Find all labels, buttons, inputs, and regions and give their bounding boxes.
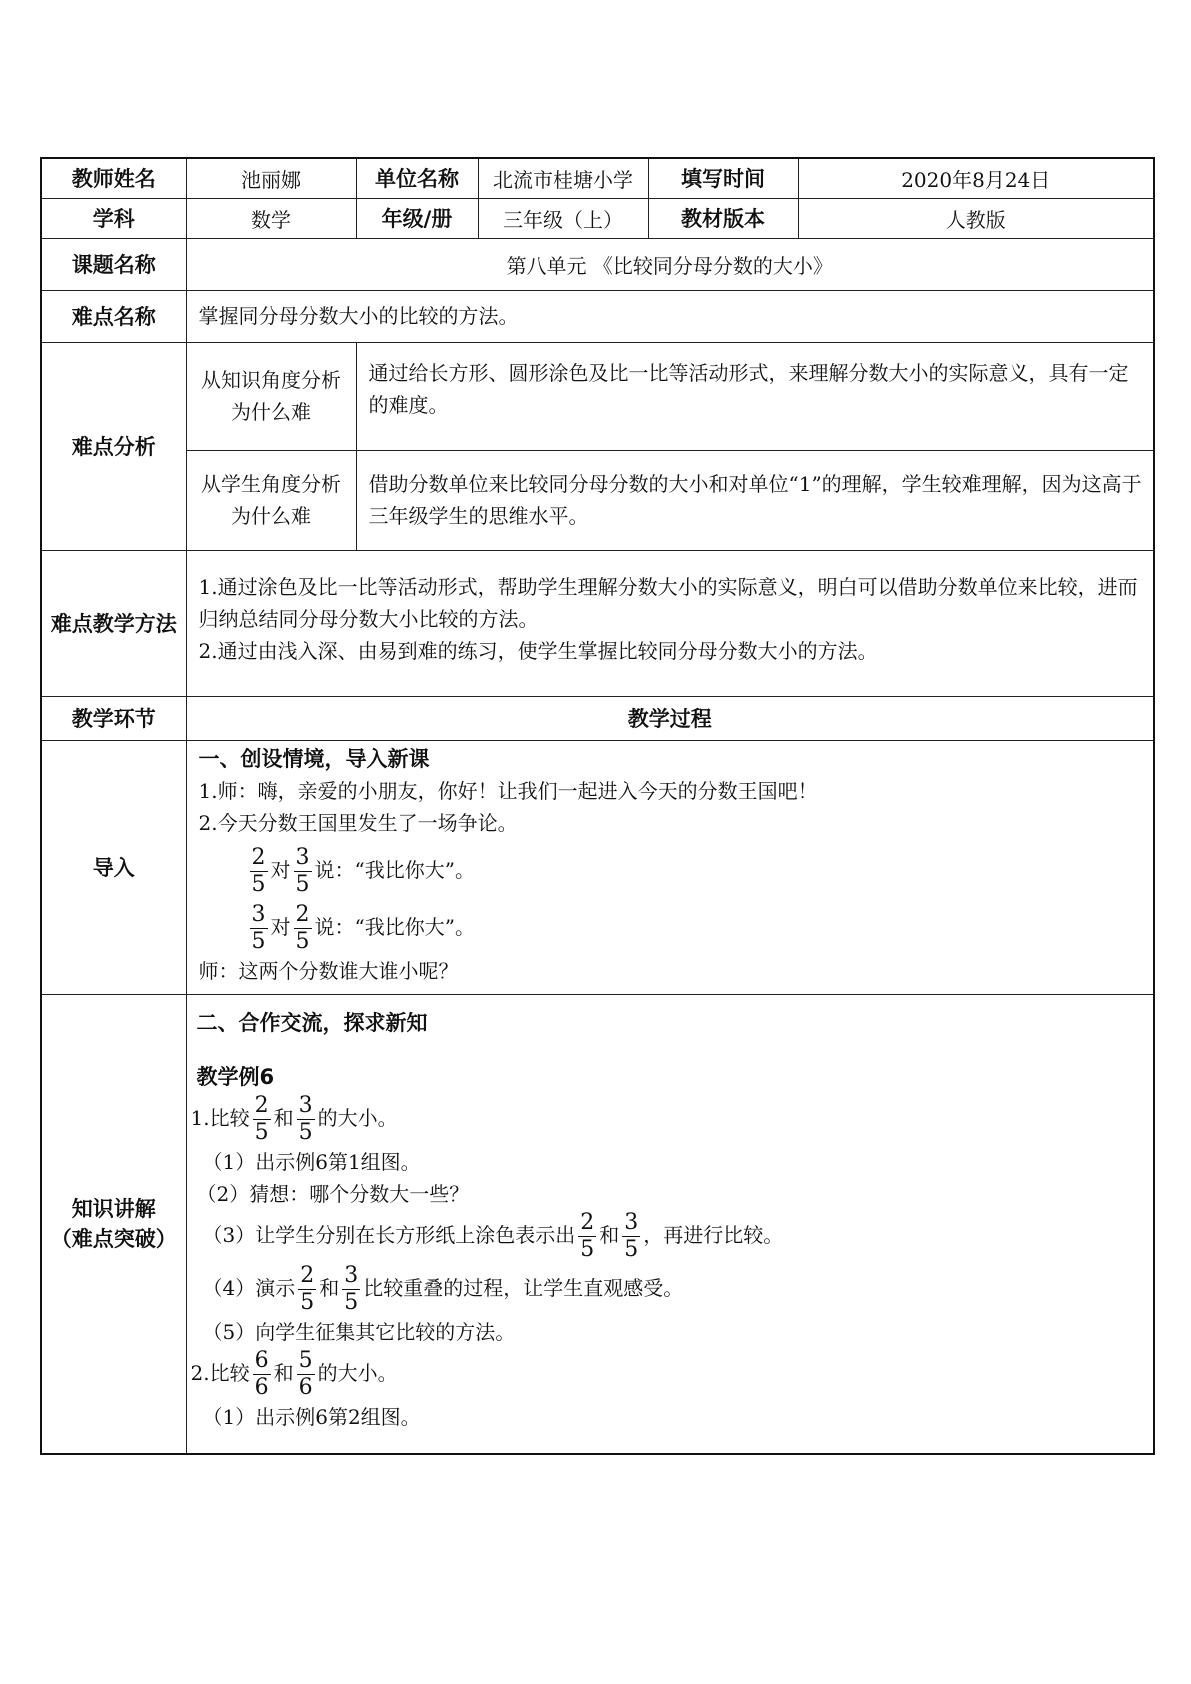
subject-value: 数学 (186, 198, 356, 238)
difficulty-label: 难点名称 (41, 290, 186, 342)
analysis-row-knowledge (41, 342, 1154, 450)
student-angle-label (186, 450, 356, 550)
knowledge-label (41, 994, 186, 1454)
method-line-2: 2.通过由浅入深、由易到难的练习，使学生掌握比较同分母分数大小的方法。 (198, 638, 878, 663)
fraction-2-5 (578, 1210, 596, 1263)
intro-dialog-2 (199, 902, 1144, 955)
teacher-value: 池丽娜 (186, 158, 356, 198)
he-text: 和 (273, 1360, 294, 1385)
dui-text: 对 (270, 914, 291, 939)
fraction-2-5 (298, 1263, 316, 1316)
knowledge-angle-text: 通过给长方形、圆形涂色及比一比等活动形式，来理解分数大小的实际意义，具有一定的难度。 (356, 342, 1154, 450)
fraction-numerator: 3 (298, 1092, 313, 1118)
fraction-numerator: 2 (254, 1092, 269, 1118)
knowledge-angle-label (186, 342, 356, 450)
lesson-plan-table (40, 157, 1155, 1455)
lesson-plan-sheet (40, 157, 1153, 1455)
difficulty-row (41, 290, 1154, 342)
difficulty-value: 掌握同分母分数大小的比较的方法。 (186, 290, 1154, 342)
header-row-1 (41, 158, 1154, 198)
intro-label: 导入 (41, 740, 186, 994)
fraction-6-6 (253, 1348, 271, 1401)
edition-value: 人教版 (798, 198, 1154, 238)
knowledge-heading: 二、合作交流，探求新知 (196, 1010, 428, 1035)
grade-value: 三年级（上） (478, 198, 648, 238)
fraction-denominator: 5 (300, 1289, 315, 1315)
compare-suffix: 的大小。 (317, 1360, 398, 1385)
fraction-2-5 (250, 845, 268, 898)
fraction-2-5 (294, 902, 312, 955)
step-1: （1）出示例6第1组图。 (202, 1149, 421, 1174)
knowledge-angle-label-1: 从知识角度分析 (201, 368, 341, 392)
step-4 (197, 1263, 1144, 1316)
knowledge-angle-label-2: 为什么难 (231, 400, 311, 424)
he-text: 和 (273, 1105, 294, 1130)
topic-label: 课题名称 (41, 238, 186, 290)
step-3 (197, 1210, 1144, 1263)
fraction-3-5 (342, 1263, 360, 1316)
method-text (186, 550, 1154, 696)
edition-label: 教材版本 (648, 198, 798, 238)
knowledge-row (41, 994, 1154, 1454)
student-angle-label-1: 从学生角度分析 (201, 472, 341, 496)
fraction-numerator: 5 (298, 1347, 313, 1373)
example-title: 教学例6 (196, 1064, 275, 1089)
method-row (41, 550, 1154, 696)
fraction-denominator: 5 (295, 928, 310, 954)
step-4-suffix: 比较重叠的过程，让学生直观感受。 (363, 1275, 684, 1300)
intro-dialog-1 (199, 845, 1144, 898)
fraction-5-6 (297, 1348, 315, 1401)
fraction-3-5 (294, 845, 312, 898)
fraction-3-5 (622, 1210, 640, 1263)
say-text: 说：“我比你大”。 (314, 857, 475, 882)
topic-row (41, 238, 1154, 290)
teacher-label: 教师姓名 (41, 158, 186, 198)
process-header-row (41, 696, 1154, 740)
he-text: 和 (319, 1275, 340, 1300)
intro-line-1: 1.师：嗨，亲爱的小朋友，你好！让我们一起进入今天的分数王国吧！ (198, 778, 818, 803)
process-header-left: 教学环节 (41, 696, 186, 740)
fraction-denominator: 5 (344, 1289, 359, 1315)
intro-heading: 一、创设情境，导入新课 (198, 746, 430, 771)
step-5: （5）向学生征集其它比较的方法。 (202, 1319, 516, 1344)
step-6: （1）出示例6第2组图。 (202, 1404, 421, 1429)
compare-suffix: 的大小。 (317, 1105, 398, 1130)
process-header-right: 教学过程 (186, 696, 1154, 740)
intro-line-2: 2.今天分数王国里发生了一场争论。 (198, 810, 518, 835)
unit-label: 单位名称 (356, 158, 478, 198)
method-line-1: 1.通过涂色及比一比等活动形式，帮助学生理解分数大小的实际意义，明白可以借助分数单位来比较，进而归纳总结同分母分数大小比较的方法。 (198, 574, 1138, 631)
knowledge-label-2: （难点突破） (50, 1226, 177, 1251)
grade-label: 年级/册 (356, 198, 478, 238)
fraction-numerator: 3 (295, 844, 310, 870)
intro-row (41, 740, 1154, 994)
step-4-prefix: （4）演示 (202, 1275, 296, 1300)
fraction-denominator: 5 (624, 1236, 639, 1262)
fraction-numerator: 3 (624, 1209, 639, 1235)
fraction-numerator: 2 (300, 1262, 315, 1288)
compare-1-prefix: 1.比较 (190, 1105, 250, 1130)
student-angle-text: 借助分数单位来比较同分母分数的大小和对单位“1”的理解，学生较难理解，因为这高于三年级学生的思维水平。 (356, 450, 1154, 550)
compare-2-prefix: 2.比较 (190, 1360, 250, 1385)
fraction-numerator: 2 (580, 1209, 595, 1235)
analysis-row-student (41, 450, 1154, 550)
fraction-denominator: 5 (254, 1119, 269, 1145)
fraction-denominator: 5 (295, 871, 310, 897)
fraction-numerator: 3 (251, 901, 266, 927)
step-3-suffix: ，再进行比较。 (643, 1222, 784, 1247)
fraction-3-5 (250, 902, 268, 955)
fraction-denominator: 5 (251, 928, 266, 954)
say-text: 说：“我比你大”。 (314, 914, 475, 939)
fraction-numerator: 2 (295, 901, 310, 927)
compare-1 (191, 1093, 1144, 1146)
compare-2 (191, 1348, 1144, 1401)
fraction-numerator: 3 (344, 1262, 359, 1288)
step-3-prefix: （3）让学生分别在长方形纸上涂色表示出 (202, 1222, 576, 1247)
method-label: 难点教学方法 (41, 550, 186, 696)
header-row-2 (41, 198, 1154, 238)
fraction-denominator: 6 (298, 1374, 313, 1400)
topic-value: 第八单元 《比较同分母分数的大小》 (186, 238, 1154, 290)
he-text: 和 (599, 1222, 620, 1247)
fraction-3-5 (297, 1093, 315, 1146)
unit-value: 北流市桂塘小学 (478, 158, 648, 198)
student-angle-label-2: 为什么难 (231, 504, 311, 528)
fraction-denominator: 5 (251, 871, 266, 897)
dui-text: 对 (270, 857, 291, 882)
step-2: （2）猜想：哪个分数大一些？ (196, 1181, 470, 1206)
intro-content (186, 740, 1154, 994)
subject-label: 学科 (41, 198, 186, 238)
fraction-2-5 (253, 1093, 271, 1146)
analysis-label: 难点分析 (41, 342, 186, 550)
date-value: 2020年8月24日 (798, 158, 1154, 198)
fraction-denominator: 6 (254, 1374, 269, 1400)
fraction-denominator: 5 (298, 1119, 313, 1145)
fraction-denominator: 5 (580, 1236, 595, 1262)
knowledge-content (186, 994, 1154, 1454)
intro-teacher-question: 师：这两个分数谁大谁小呢？ (198, 958, 459, 983)
date-label: 填写时间 (648, 158, 798, 198)
fraction-numerator: 2 (251, 844, 266, 870)
fraction-numerator: 6 (254, 1347, 269, 1373)
knowledge-label-1: 知识讲解 (71, 1196, 156, 1221)
